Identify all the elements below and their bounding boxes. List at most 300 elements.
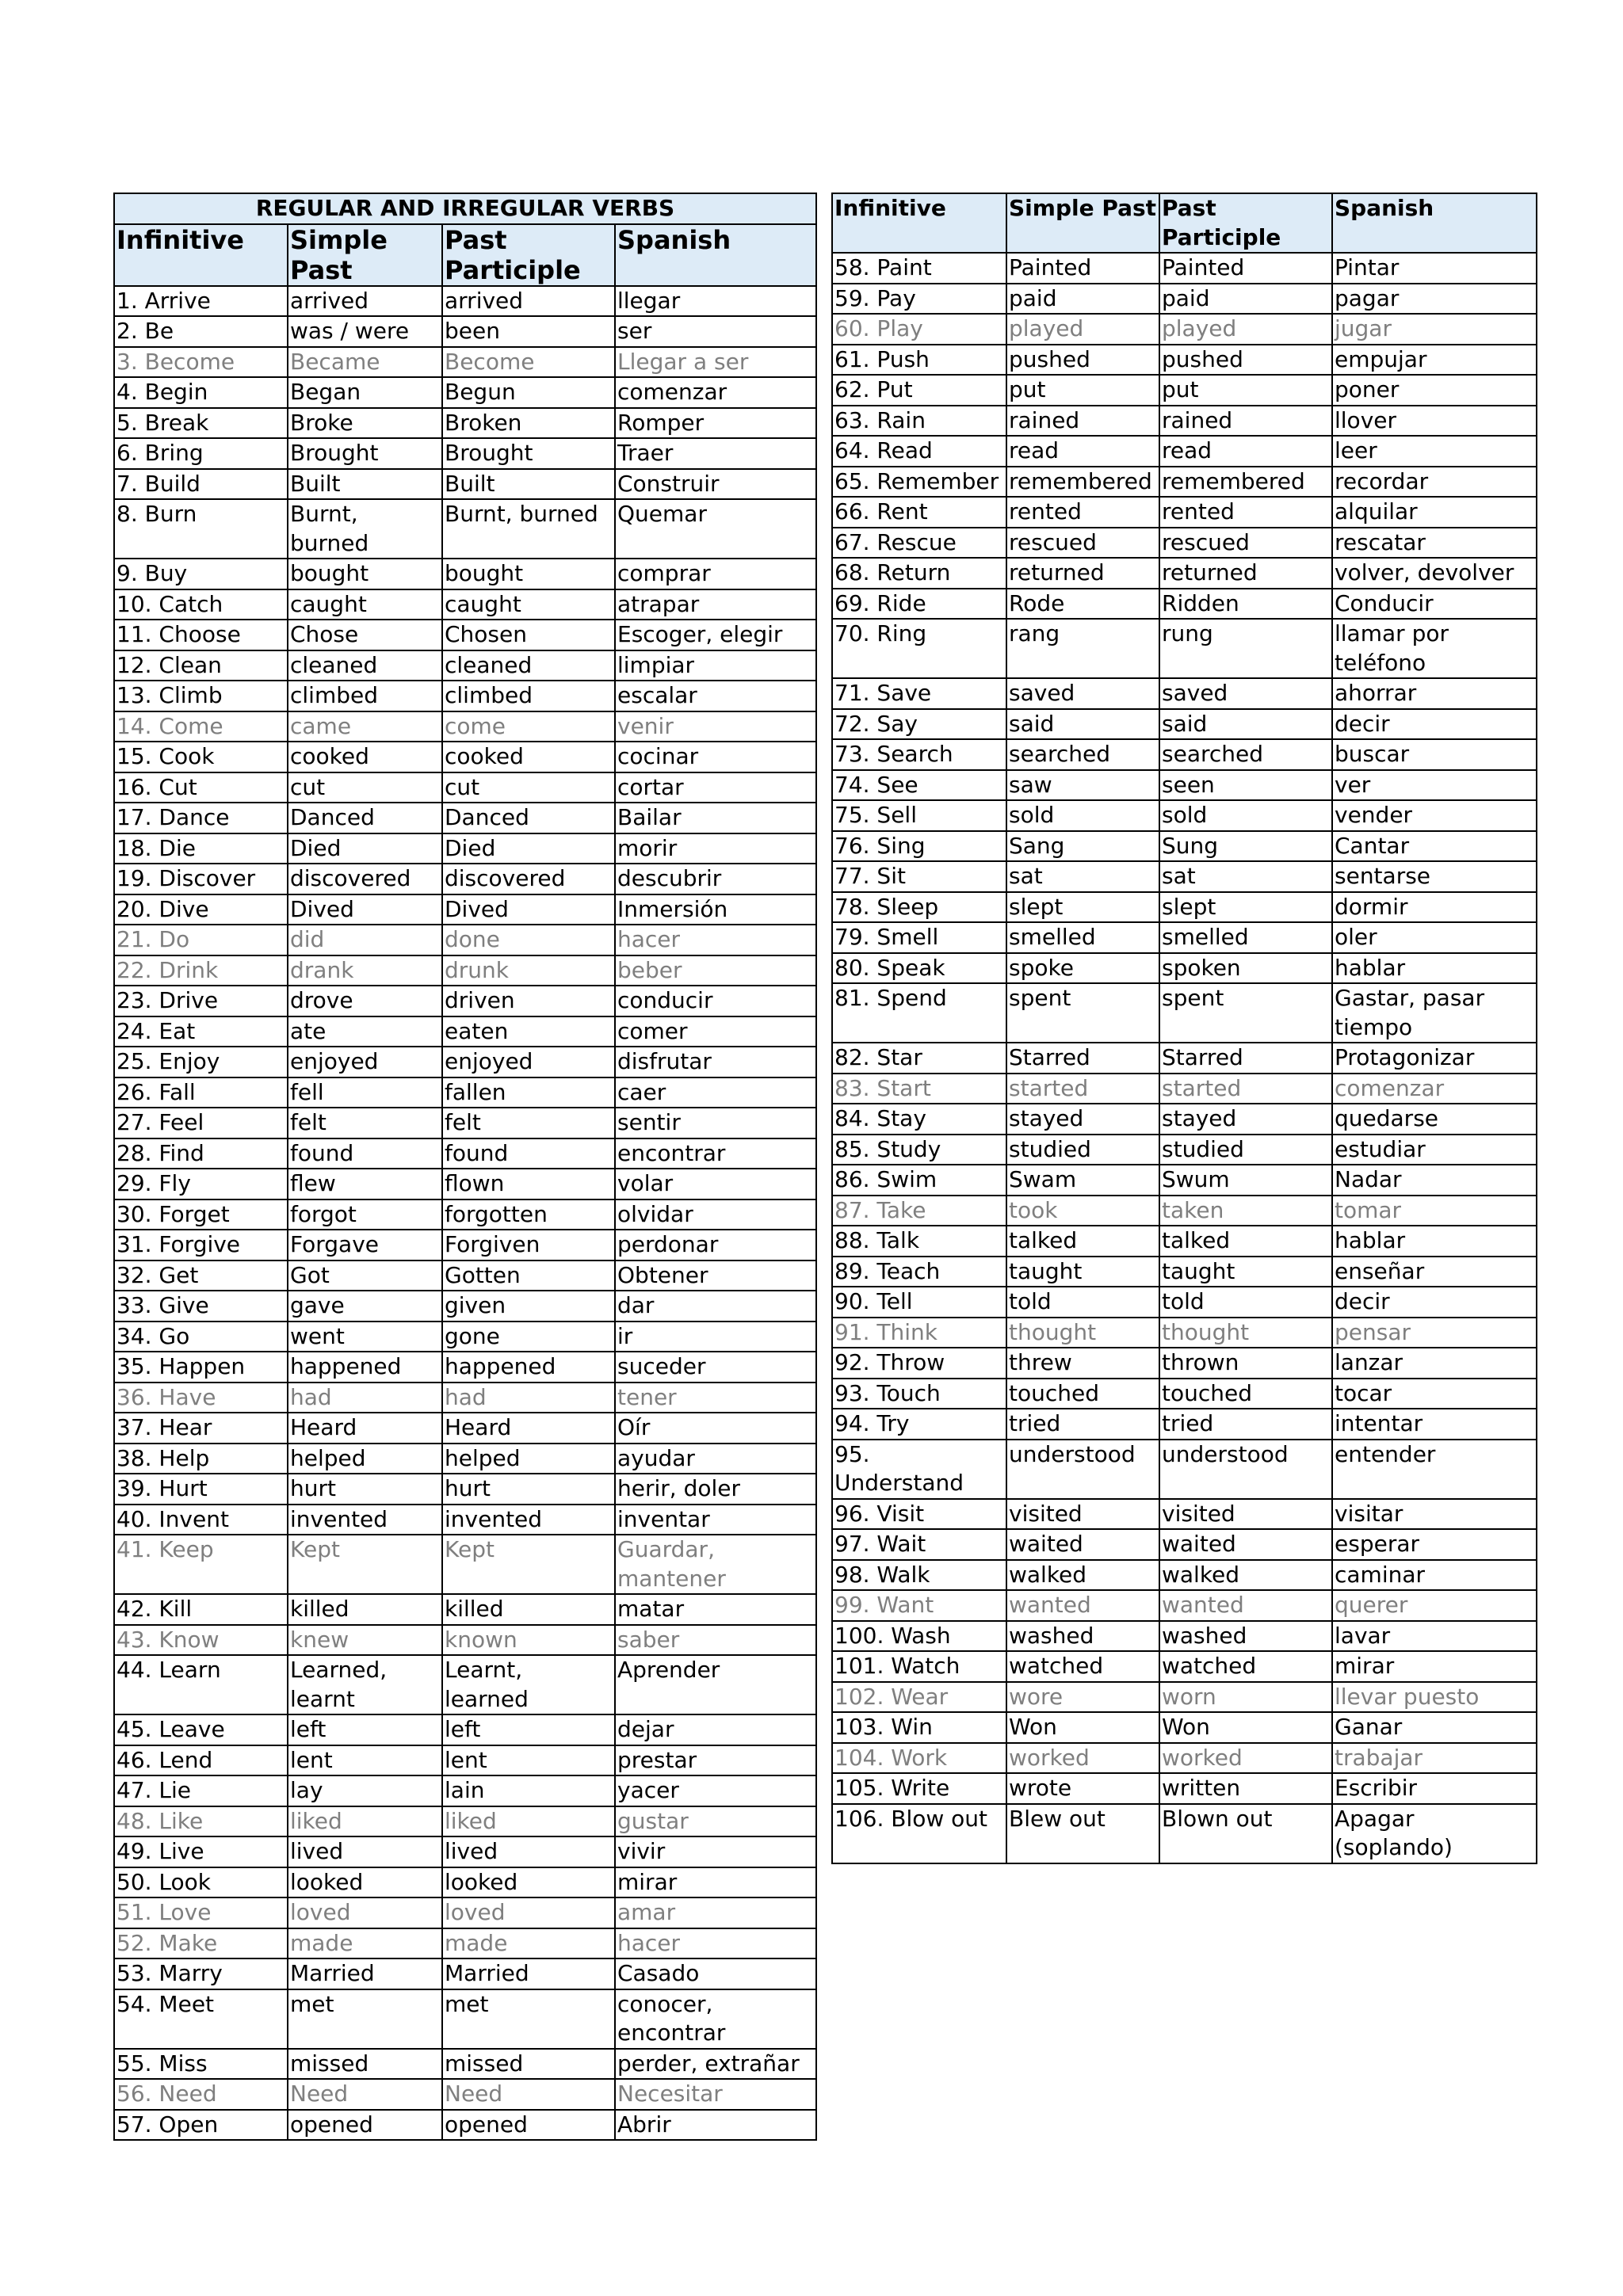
- verb-past-participle: smelled: [1159, 922, 1332, 953]
- verb-spanish: suceder: [615, 1352, 816, 1383]
- verb-simple-past: flew: [288, 1169, 442, 1199]
- verb-spanish: caer: [615, 1077, 816, 1108]
- verb-spanish: enseñar: [1332, 1257, 1537, 1287]
- verb-spanish: cortar: [615, 772, 816, 803]
- verb-simple-past: Became: [288, 347, 442, 378]
- verb-spanish: intentar: [1332, 1409, 1537, 1440]
- table-row: [114, 772, 816, 803]
- verb-spanish: Nadar: [1332, 1165, 1537, 1196]
- verb-simple-past: Blew out: [1006, 1804, 1159, 1863]
- verb-past-participle: caught: [442, 589, 615, 620]
- verb-past-participle: Broken: [442, 408, 615, 439]
- table-row: [114, 1383, 816, 1413]
- verb-spanish: Abrir: [615, 2110, 816, 2141]
- verb-past-participle: discovered: [442, 864, 615, 894]
- table-row: [114, 1444, 816, 1474]
- verb-simple-past: lent: [288, 1745, 442, 1776]
- verb-simple-past: loved: [288, 1897, 442, 1928]
- header-spanish: Spanish: [1332, 193, 1537, 253]
- verb-simple-past: cleaned: [288, 650, 442, 681]
- table-row: [832, 1135, 1537, 1165]
- verb-past-participle: Heard: [442, 1413, 615, 1444]
- verb-simple-past: forgot: [288, 1199, 442, 1230]
- verb-simple-past: rented: [1006, 497, 1159, 528]
- verb-spanish: mirar: [615, 1867, 816, 1898]
- verb-infinitive: 68. Return: [832, 558, 1006, 589]
- table-row: [114, 1108, 816, 1138]
- verb-simple-past: touched: [1006, 1379, 1159, 1409]
- table-row: [832, 1773, 1537, 1804]
- verb-spanish: volver, devolver: [1332, 558, 1537, 589]
- verb-past-participle: Died: [442, 833, 615, 864]
- table-row: [114, 559, 816, 589]
- table-row: [832, 314, 1537, 345]
- table-row: [832, 678, 1537, 709]
- verb-spanish: recordar: [1332, 467, 1537, 498]
- table-row: [114, 1169, 816, 1199]
- verb-past-participle: seen: [1159, 770, 1332, 801]
- verb-spanish: dejar: [615, 1714, 816, 1745]
- table-row: [114, 316, 816, 347]
- table-row: [832, 528, 1537, 559]
- verb-infinitive: 57. Open: [114, 2110, 288, 2141]
- table-row: [114, 833, 816, 864]
- table-row: [114, 408, 816, 439]
- verb-infinitive: 80. Speak: [832, 953, 1006, 984]
- verb-past-participle: arrived: [442, 286, 615, 317]
- verb-past-participle: Kept: [442, 1535, 615, 1594]
- verb-infinitive: 76. Sing: [832, 831, 1006, 862]
- verb-spanish: rescatar: [1332, 528, 1537, 559]
- verb-simple-past: Burnt, burned: [288, 499, 442, 559]
- verb-spanish: ayudar: [615, 1444, 816, 1474]
- verb-infinitive: 11. Choose: [114, 620, 288, 650]
- table-row: [114, 986, 816, 1016]
- table-row: [114, 650, 816, 681]
- verb-simple-past: played: [1006, 314, 1159, 345]
- verb-simple-past: thought: [1006, 1318, 1159, 1348]
- verb-simple-past: rained: [1006, 406, 1159, 437]
- table-row: [114, 1897, 816, 1928]
- verb-past-participle: drunk: [442, 955, 615, 986]
- verb-spanish: perdonar: [615, 1230, 816, 1261]
- table-row: [114, 1989, 816, 2049]
- verb-past-participle: felt: [442, 1108, 615, 1138]
- table-row: [114, 1016, 816, 1047]
- table-row: [832, 253, 1537, 284]
- verb-simple-past: lived: [288, 1836, 442, 1867]
- verb-simple-past: Got: [288, 1261, 442, 1291]
- verb-past-participle: climbed: [442, 681, 615, 711]
- verb-spanish: tomar: [1332, 1196, 1537, 1226]
- verb-simple-past: pushed: [1006, 345, 1159, 376]
- verb-past-participle: paid: [1159, 284, 1332, 315]
- verb-simple-past: studied: [1006, 1135, 1159, 1165]
- table-row: [832, 1804, 1537, 1863]
- table-row: [832, 1348, 1537, 1379]
- verb-simple-past: taught: [1006, 1257, 1159, 1287]
- verb-table-right: [831, 193, 1537, 1864]
- table-row: [114, 1199, 816, 1230]
- table-row: [832, 1743, 1537, 1774]
- verb-infinitive: 16. Cut: [114, 772, 288, 803]
- table-row: [114, 1775, 816, 1806]
- verb-spanish: herir, doler: [615, 1474, 816, 1505]
- verb-past-participle: said: [1159, 709, 1332, 740]
- verb-past-participle: wanted: [1159, 1590, 1332, 1621]
- verb-simple-past: slept: [1006, 892, 1159, 923]
- verb-infinitive: 25. Enjoy: [114, 1047, 288, 1077]
- verb-spanish: prestar: [615, 1745, 816, 1776]
- verb-past-participle: Gotten: [442, 1261, 615, 1291]
- verb-infinitive: 72. Say: [832, 709, 1006, 740]
- verb-past-participle: returned: [1159, 558, 1332, 589]
- verb-past-participle: saved: [1159, 678, 1332, 709]
- verb-infinitive: 58. Paint: [832, 253, 1006, 284]
- verb-infinitive: 60. Play: [832, 314, 1006, 345]
- verb-past-participle: looked: [442, 1867, 615, 1898]
- verb-simple-past: bought: [288, 559, 442, 589]
- verb-spanish: decir: [1332, 1287, 1537, 1318]
- verb-past-participle: driven: [442, 986, 615, 1016]
- verb-simple-past: hurt: [288, 1474, 442, 1505]
- verb-past-participle: Ridden: [1159, 589, 1332, 620]
- verb-spanish: Oír: [615, 1413, 816, 1444]
- table-row: [114, 681, 816, 711]
- verb-spanish: Gastar, pasar tiempo: [1332, 983, 1537, 1043]
- verb-infinitive: 38. Help: [114, 1444, 288, 1474]
- verb-simple-past: Chose: [288, 620, 442, 650]
- verb-past-participle: forgotten: [442, 1199, 615, 1230]
- verb-infinitive: 71. Save: [832, 678, 1006, 709]
- verb-infinitive: 40. Invent: [114, 1505, 288, 1535]
- verb-infinitive: 61. Push: [832, 345, 1006, 376]
- verb-simple-past: happened: [288, 1352, 442, 1383]
- table-row: [114, 499, 816, 559]
- verb-spanish: atrapar: [615, 589, 816, 620]
- verb-past-participle: rescued: [1159, 528, 1332, 559]
- verb-infinitive: 59. Pay: [832, 284, 1006, 315]
- verb-past-participle: flown: [442, 1169, 615, 1199]
- verb-past-participle: gone: [442, 1322, 615, 1352]
- verb-spanish: tocar: [1332, 1379, 1537, 1409]
- verb-spanish: matar: [615, 1594, 816, 1625]
- verb-past-participle: Blown out: [1159, 1804, 1332, 1863]
- verb-past-participle: touched: [1159, 1379, 1332, 1409]
- table-row: [114, 2049, 816, 2080]
- verb-spanish: hacer: [615, 1928, 816, 1959]
- verb-infinitive: 77. Sit: [832, 861, 1006, 892]
- table-row: [832, 1560, 1537, 1591]
- verb-past-participle: thought: [1159, 1318, 1332, 1348]
- verb-spanish: poner: [1332, 375, 1537, 406]
- verb-spanish: entender: [1332, 1440, 1537, 1499]
- verb-infinitive: 48. Like: [114, 1806, 288, 1837]
- table-row: [114, 1352, 816, 1383]
- verb-spanish: olvidar: [615, 1199, 816, 1230]
- verb-spanish: llevar puesto: [1332, 1682, 1537, 1713]
- header-spanish: Spanish: [615, 224, 816, 286]
- verb-spanish: comenzar: [615, 377, 816, 408]
- verb-spanish: Ganar: [1332, 1712, 1537, 1743]
- verb-simple-past: remembered: [1006, 467, 1159, 498]
- verb-simple-past: Swam: [1006, 1165, 1159, 1196]
- verb-spanish: Escribir: [1332, 1773, 1537, 1804]
- verb-simple-past: went: [288, 1322, 442, 1352]
- verb-spanish: Construir: [615, 469, 816, 500]
- verb-simple-past: Kept: [288, 1535, 442, 1594]
- table-row: [832, 1621, 1537, 1652]
- verb-simple-past: Built: [288, 469, 442, 500]
- verb-infinitive: 26. Fall: [114, 1077, 288, 1108]
- verb-simple-past: arrived: [288, 286, 442, 317]
- verb-infinitive: 85. Study: [832, 1135, 1006, 1165]
- verb-simple-past: Heard: [288, 1413, 442, 1444]
- verb-spanish: gustar: [615, 1806, 816, 1837]
- verb-simple-past: spent: [1006, 983, 1159, 1043]
- verb-spanish: yacer: [615, 1775, 816, 1806]
- table-row: [114, 1867, 816, 1898]
- verb-infinitive: 69. Ride: [832, 589, 1006, 620]
- table-row: [832, 861, 1537, 892]
- verb-simple-past: searched: [1006, 739, 1159, 770]
- verb-infinitive: 54. Meet: [114, 1989, 288, 2049]
- verb-infinitive: 1. Arrive: [114, 286, 288, 317]
- table-row: [114, 925, 816, 955]
- table-row: [832, 1651, 1537, 1682]
- table-row: [832, 983, 1537, 1043]
- verb-spanish: Cantar: [1332, 831, 1537, 862]
- verb-past-participle: Won: [1159, 1712, 1332, 1743]
- table-row: [114, 589, 816, 620]
- verb-spanish: comenzar: [1332, 1074, 1537, 1104]
- table-row: [832, 406, 1537, 437]
- verb-past-participle: Married: [442, 1958, 615, 1989]
- verb-past-participle: fallen: [442, 1077, 615, 1108]
- verb-past-participle: Forgiven: [442, 1230, 615, 1261]
- verb-simple-past: discovered: [288, 864, 442, 894]
- verb-simple-past: saved: [1006, 678, 1159, 709]
- verb-past-participle: Brought: [442, 438, 615, 469]
- verb-infinitive: 102. Wear: [832, 1682, 1006, 1713]
- verb-simple-past: liked: [288, 1806, 442, 1837]
- verb-infinitive: 51. Love: [114, 1897, 288, 1928]
- verb-simple-past: Painted: [1006, 253, 1159, 284]
- verb-simple-past: waited: [1006, 1529, 1159, 1560]
- table-row: [832, 770, 1537, 801]
- verb-simple-past: worked: [1006, 1743, 1159, 1774]
- verb-rows-right: [832, 253, 1537, 1863]
- verb-infinitive: 20. Dive: [114, 894, 288, 925]
- verb-past-participle: Swum: [1159, 1165, 1332, 1196]
- verb-simple-past: walked: [1006, 1560, 1159, 1591]
- verb-spanish: Inmersión: [615, 894, 816, 925]
- verb-spanish: escalar: [615, 681, 816, 711]
- verb-infinitive: 75. Sell: [832, 800, 1006, 831]
- verb-spanish: hablar: [1332, 1226, 1537, 1257]
- verb-simple-past: drove: [288, 986, 442, 1016]
- verb-infinitive: 31. Forgive: [114, 1230, 288, 1261]
- verb-spanish: quedarse: [1332, 1104, 1537, 1135]
- verb-infinitive: 14. Come: [114, 711, 288, 742]
- verb-spanish: ahorrar: [1332, 678, 1537, 709]
- verb-spanish: morir: [615, 833, 816, 864]
- verb-simple-past: read: [1006, 436, 1159, 467]
- verb-spanish: Conducir: [1332, 589, 1537, 620]
- verb-spanish: llover: [1332, 406, 1537, 437]
- verb-past-participle: started: [1159, 1074, 1332, 1104]
- verb-past-participle: studied: [1159, 1135, 1332, 1165]
- verb-spanish: Casado: [615, 1958, 816, 1989]
- verb-infinitive: 78. Sleep: [832, 892, 1006, 923]
- verb-simple-past: climbed: [288, 681, 442, 711]
- verb-simple-past: enjoyed: [288, 1047, 442, 1077]
- verb-spanish: jugar: [1332, 314, 1537, 345]
- table-row: [114, 711, 816, 742]
- table-row: [832, 1590, 1537, 1621]
- verb-simple-past: missed: [288, 2049, 442, 2080]
- verb-infinitive: 94. Try: [832, 1409, 1006, 1440]
- verb-simple-past: gave: [288, 1291, 442, 1322]
- verb-spanish: Protagonizar: [1332, 1043, 1537, 1074]
- header-simple-past: Simple Past: [288, 224, 442, 286]
- verb-past-participle: stayed: [1159, 1104, 1332, 1135]
- table-row: [114, 894, 816, 925]
- verb-infinitive: 41. Keep: [114, 1535, 288, 1594]
- table-row: [114, 1928, 816, 1959]
- table-row: [114, 1655, 816, 1714]
- verb-simple-past: Brought: [288, 438, 442, 469]
- verb-spanish: lavar: [1332, 1621, 1537, 1652]
- verb-infinitive: 89. Teach: [832, 1257, 1006, 1287]
- verb-past-participle: cleaned: [442, 650, 615, 681]
- verb-simple-past: saw: [1006, 770, 1159, 801]
- verb-simple-past: killed: [288, 1594, 442, 1625]
- header-simple-past: Simple Past: [1006, 193, 1159, 253]
- verb-simple-past: felt: [288, 1108, 442, 1138]
- verb-past-participle: pushed: [1159, 345, 1332, 376]
- verb-simple-past: Began: [288, 377, 442, 408]
- verb-simple-past: fell: [288, 1077, 442, 1108]
- verb-spanish: comprar: [615, 559, 816, 589]
- table-row: [832, 1499, 1537, 1530]
- verb-spanish: sentarse: [1332, 861, 1537, 892]
- verb-infinitive: 39. Hurt: [114, 1474, 288, 1505]
- verb-past-participle: rained: [1159, 406, 1332, 437]
- header-infinitive: Infinitive: [114, 224, 288, 286]
- verb-infinitive: 66. Rent: [832, 497, 1006, 528]
- verb-infinitive: 8. Burn: [114, 499, 288, 559]
- verb-spanish: volar: [615, 1169, 816, 1199]
- table-row: [832, 800, 1537, 831]
- verb-simple-past: made: [288, 1928, 442, 1959]
- table-row: [832, 1043, 1537, 1074]
- table-row: [832, 1712, 1537, 1743]
- table-row: [114, 1291, 816, 1322]
- verb-infinitive: 79. Smell: [832, 922, 1006, 953]
- table-row: [114, 1474, 816, 1505]
- table-row: [114, 1836, 816, 1867]
- table-row: [832, 892, 1537, 923]
- verb-infinitive: 2. Be: [114, 316, 288, 347]
- table-row: [114, 1594, 816, 1625]
- verb-simple-past: helped: [288, 1444, 442, 1474]
- verb-past-participle: played: [1159, 314, 1332, 345]
- verb-past-participle: lent: [442, 1745, 615, 1776]
- verb-simple-past: opened: [288, 2110, 442, 2141]
- verb-simple-past: sold: [1006, 800, 1159, 831]
- table-row: [114, 1322, 816, 1352]
- verb-past-participle: rented: [1159, 497, 1332, 528]
- verb-past-participle: bought: [442, 559, 615, 589]
- verb-spanish: Apagar (soplando): [1332, 1804, 1537, 1863]
- verb-past-participle: cut: [442, 772, 615, 803]
- verb-infinitive: 15. Cook: [114, 742, 288, 772]
- verb-simple-past: wore: [1006, 1682, 1159, 1713]
- verb-past-participle: invented: [442, 1505, 615, 1535]
- verb-spanish: Escoger, elegir: [615, 620, 816, 650]
- table-row: [114, 955, 816, 986]
- verb-spanish: Necesitar: [615, 2079, 816, 2110]
- verb-infinitive: 95. Understand: [832, 1440, 1006, 1499]
- verb-past-participle: watched: [1159, 1651, 1332, 1682]
- verb-past-participle: Begun: [442, 377, 615, 408]
- verb-past-participle: had: [442, 1383, 615, 1413]
- table-row: [832, 831, 1537, 862]
- table-row: [832, 1287, 1537, 1318]
- verb-infinitive: 10. Catch: [114, 589, 288, 620]
- verb-simple-past: cooked: [288, 742, 442, 772]
- verb-simple-past: rang: [1006, 619, 1159, 678]
- header-past-participle: Past Participle: [1159, 193, 1332, 253]
- verb-spanish: Aprender: [615, 1655, 816, 1714]
- verb-infinitive: 50. Look: [114, 1867, 288, 1898]
- table-header-row: [832, 193, 1537, 253]
- verb-past-participle: Chosen: [442, 620, 615, 650]
- verb-simple-past: talked: [1006, 1226, 1159, 1257]
- verb-spanish: vender: [1332, 800, 1537, 831]
- verb-simple-past: Married: [288, 1958, 442, 1989]
- verb-past-participle: Need: [442, 2079, 615, 2110]
- verb-past-participle: Learnt, learned: [442, 1655, 615, 1714]
- verb-past-participle: missed: [442, 2049, 615, 2080]
- verb-spanish: beber: [615, 955, 816, 986]
- verb-simple-past: Sang: [1006, 831, 1159, 862]
- verb-infinitive: 101. Watch: [832, 1651, 1006, 1682]
- verb-simple-past: visited: [1006, 1499, 1159, 1530]
- verb-infinitive: 83. Start: [832, 1074, 1006, 1104]
- table-row: [114, 1714, 816, 1745]
- table-row: [114, 1806, 816, 1837]
- verb-spanish: conducir: [615, 986, 816, 1016]
- table-row: [832, 375, 1537, 406]
- table-row: [114, 2110, 816, 2141]
- verb-spanish: visitar: [1332, 1499, 1537, 1530]
- verb-infinitive: 64. Read: [832, 436, 1006, 467]
- verb-spanish: esperar: [1332, 1529, 1537, 1560]
- verb-infinitive: 103. Win: [832, 1712, 1006, 1743]
- verb-spanish: cocinar: [615, 742, 816, 772]
- verb-past-participle: worked: [1159, 1743, 1332, 1774]
- table-title: REGULAR AND IRREGULAR VERBS: [114, 193, 816, 224]
- verb-infinitive: 105. Write: [832, 1773, 1006, 1804]
- verb-infinitive: 34. Go: [114, 1322, 288, 1352]
- table-row: [114, 286, 816, 317]
- verb-past-participle: Danced: [442, 803, 615, 833]
- table-row: [114, 1958, 816, 1989]
- table-row: [832, 922, 1537, 953]
- verb-past-participle: helped: [442, 1444, 615, 1474]
